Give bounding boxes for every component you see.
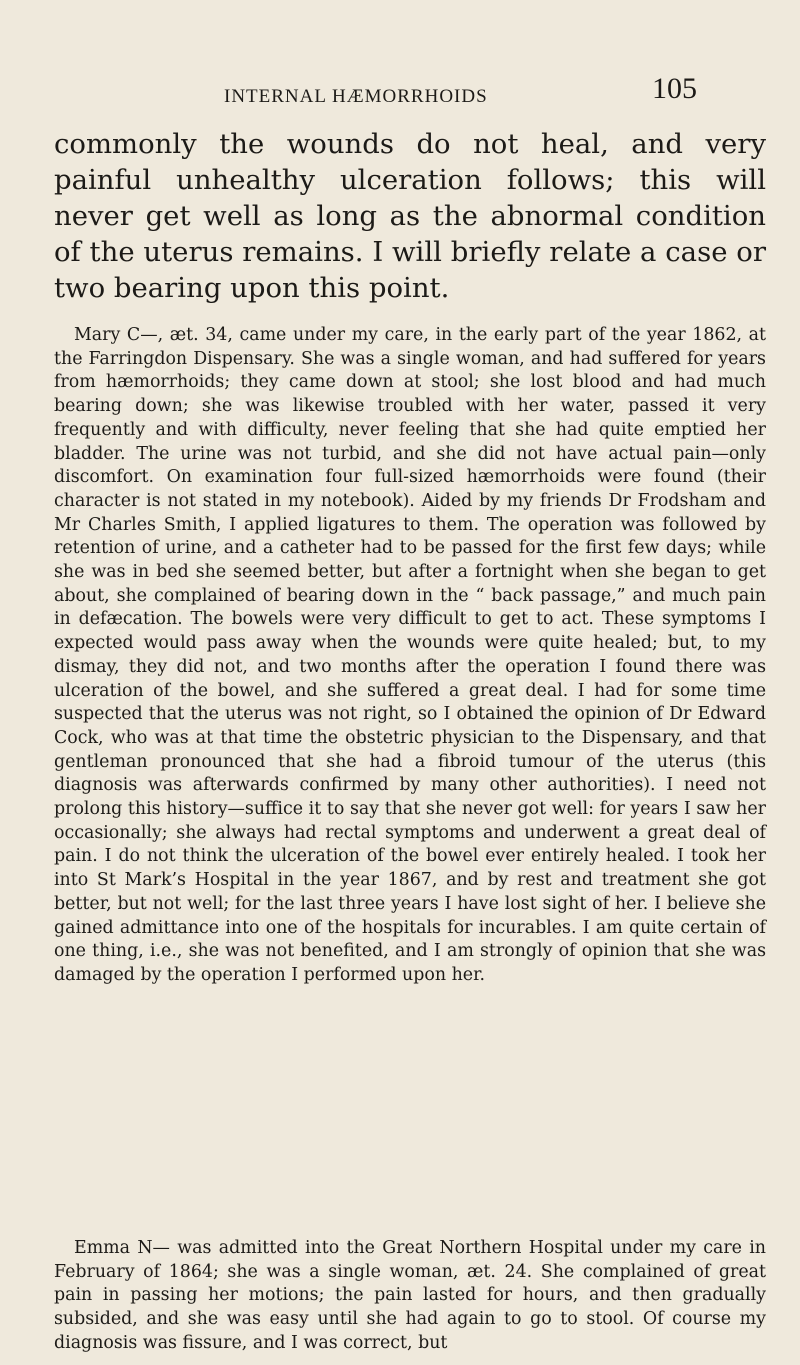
- page-number: 105: [652, 72, 697, 105]
- case-paragraph-mary: Mary C—, æt. 34, came under my care, in the early part of the year 1862, at the Farringdon Dispensary. She was a single woman, and had suffered for years from hæmorrhoids; they came down at stool; she lost blood and had much bearing down; she was likewise troubled with her water, passed it very frequently and with difficulty, never feeling that she had quite emptied her bladder. The urine was not turbid, and she did not have actual pain—only discomfort. On examination four full-sized hæmorrhoids were found (their character is not stated in my notebook). Aided by my friends Dr Frodsham and Mr Charles Smith, I applied ligatures to them. The operation was followed by retention of urine, and a catheter had to be passed for the first few days; while she was in bed she seemed better, but after a fortnight when she began to get about, she complained of bearing down in the “ back passage,” and much pain in defæcation. The bowels were very difficult to get to act. These symptoms I expected would pass away when the wounds were quite healed; but, to my dismay, they did not, and two months after the operation I found there was ulceration of the bowel, and she suffered a great deal. I had for some time suspected that the uterus was not right, so I obtained the opinion of Dr Edward Cock, who was at that time the obstetric physician to the Dispensary, and that gentleman pronounced that she had a fibroid tumour of the uterus (this diagnosis was afterwards confirmed by many other authorities). I need not prolong this history—suffice it to say that she never got well: for years I saw her occasionally; she always had rectal symptoms and underwent a great deal of pain. I do not think the ulceration of the bowel ever entirely healed. I took her into St Mark’s Hospital in the year 1867, and by rest and treatment she got better, but not well; for the last three years I have lost sight of her. I believe she gained admittance into one of the hospitals for incurables. I am quite certain of one thing, i.e., she was not benefited, and I am strongly of opinion that she was damaged by the operation I performed upon her.: [54, 325, 766, 985]
- running-title: INTERNAL HÆMORRHOIDS: [224, 86, 488, 107]
- intro-paragraph: commonly the wounds do not heal, and very painful unhealthy ulceration follows; this will never get well as long as the abnormal condition of the uterus remains. I will briefly relate a case or two bearing upon this point.: [54, 128, 766, 304]
- case-paragraph-emma: Emma N— was admitted into the Great Northern Hospital under my care in February of 1864; she was a single woman, æt. 24. She complained of great pain in passing her motions; the pain lasted for hours, and then gradually subsided, and she was easy until she had again to go to stool. Of course my diagnosis was fissure, and I was correct, but: [54, 1238, 766, 1353]
